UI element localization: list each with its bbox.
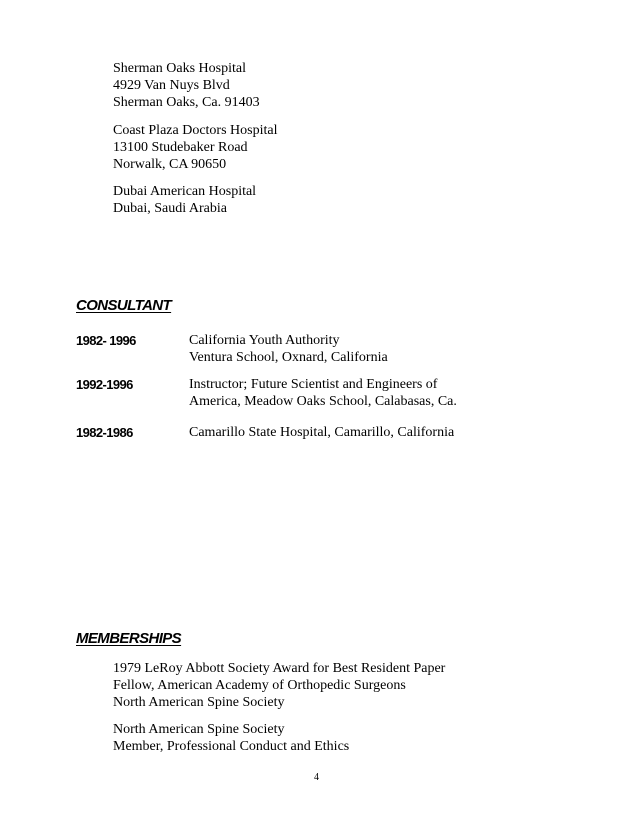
membership-2-line-1: North American Spine Society: [113, 722, 285, 737]
hospital-2-name: Coast Plaza Doctors Hospital: [113, 123, 278, 138]
membership-1-line-1: 1979 LeRoy Abbott Society Award for Best Resident Paper: [113, 661, 446, 676]
consultant-entry-1-line-1: California Youth Authority: [189, 333, 340, 348]
consultant-heading: CONSULTANT: [76, 297, 172, 314]
hospital-3-name: Dubai American Hospital: [113, 184, 257, 199]
consultant-entry-3-date: 1982-1986: [76, 425, 133, 440]
membership-1-line-3: North American Spine Society: [113, 695, 285, 710]
hospital-1-street: 4929 Van Nuys Blvd: [113, 78, 230, 93]
membership-1-line-2: Fellow, American Academy of Orthopedic Surgeons: [113, 678, 406, 693]
consultant-entry-3-line-1: Camarillo State Hospital, Camarillo, California: [189, 425, 455, 440]
hospital-2-city: Norwalk, CA 90650: [113, 157, 227, 172]
consultant-entry-2-date: 1992-1996: [76, 377, 133, 392]
page-number: 4: [314, 772, 319, 783]
hospital-1-city: Sherman Oaks, Ca. 91403: [113, 95, 260, 110]
consultant-entry-2-line-1: Instructor; Future Scientist and Engineers of: [189, 377, 438, 392]
consultant-entry-2-line-2: America, Meadow Oaks School, Calabasas, Ca.: [189, 394, 457, 409]
membership-2-line-2: Member, Professional Conduct and Ethics: [113, 739, 350, 754]
consultant-entry-1-line-2: Ventura School, Oxnard, California: [189, 350, 388, 365]
hospital-1-name: Sherman Oaks Hospital: [113, 61, 246, 76]
hospital-3-location: Dubai, Saudi Arabia: [113, 201, 227, 216]
consultant-entry-1-date: 1982- 1996: [76, 333, 136, 348]
hospital-2-street: 13100 Studebaker Road: [113, 140, 248, 155]
memberships-heading: MEMBERSHIPS: [76, 630, 182, 647]
